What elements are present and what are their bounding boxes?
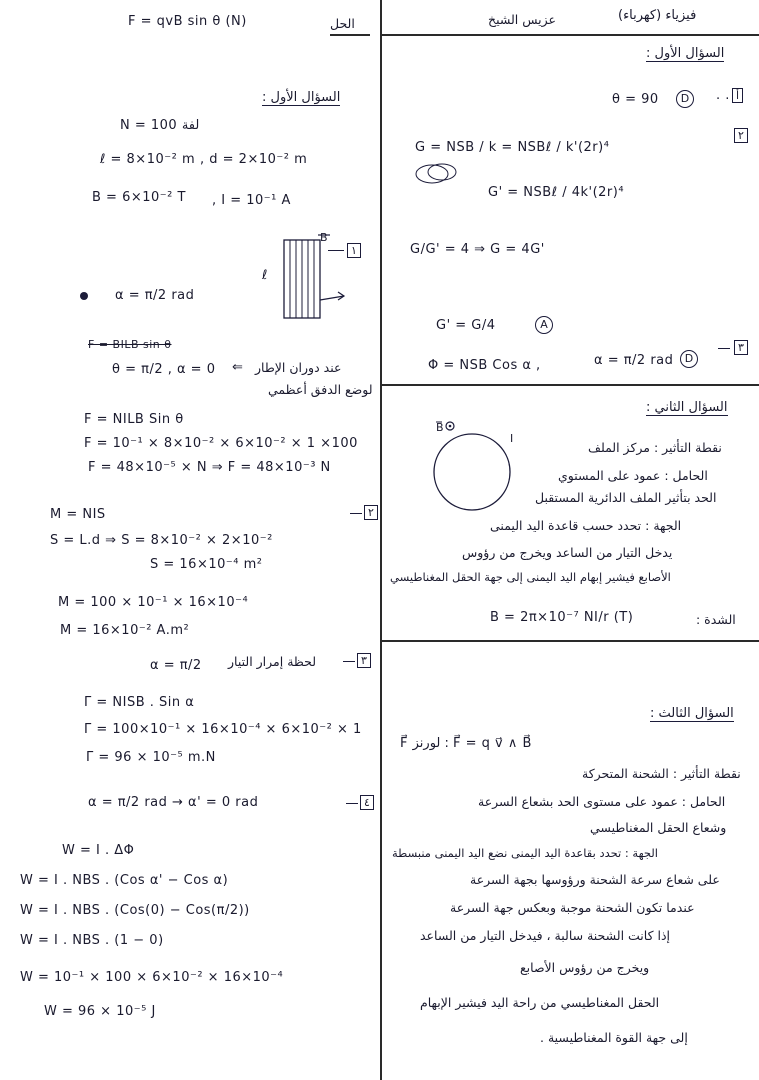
q2-line-2: الحامل : عمود على المستوي [558,468,708,483]
q1-f3: F = 48×10⁻⁵ × N ⇒ F = 48×10⁻³ N [88,460,331,475]
q4-w4: W = I . NBS . (1 − 0) [20,933,164,948]
q4-w3: W = I . NBS . (Cos(0) − Cos(π/2)) [20,903,250,918]
right-section2-title: السؤال الثاني : [646,400,728,415]
a2-number: ٢ [734,128,748,143]
q4-w5: W = 10⁻¹ × 100 × 6×10⁻² × 16×10⁻⁴ [20,970,284,985]
lorentz-formula: F⃗ لورنز : F⃗ = q v⃗ ∧ B⃗ [400,736,532,751]
q1-f2: F = 10⁻¹ × 8×10⁻² × 6×10⁻² × 1 ×100 [84,436,358,451]
q3-line-2: الحامل : عمود على مستوى الحد بشعاع السرعة [478,794,726,809]
a3-number: ٣ [734,340,748,355]
q2-line-3: الحد بتأثير الملف الدائرية المستقبل [535,490,717,505]
q1-f1: F = NILB Sin θ [84,412,184,427]
q3-g2: Γ = 100×10⁻¹ × 16×10⁻⁴ × 6×10⁻² × 1 [84,722,362,737]
coil-diagram [258,230,358,330]
q3-line-4: الجهة : تحدد بقاعدة اليد اليمنى نضع اليد اليمنى منبسطة [392,846,658,860]
q2-m3: M = 16×10⁻² A.m² [60,623,190,638]
q2-line-5: يدخل التيار من الساعد ويخرج من رؤوس [462,545,673,560]
loop-b-label: B [436,421,445,434]
q1-crossed-formula: F = BILB sin θ [88,338,172,351]
q3-line-1: نقطة التأثير : الشحنة المتحركة [582,766,741,781]
given-i: , I = 10⁻¹ A [212,193,291,208]
scribble-mark [412,160,472,190]
header-underline [330,34,370,36]
q4-w6: W = 96 × 10⁻⁵ J [44,1004,156,1019]
q4-number: ٤ [360,795,374,810]
q3-g3: Γ = 96 × 10⁻⁵ m.N [86,750,216,765]
right-section3-title: السؤال الثالث : [650,706,734,721]
section2-rule [381,640,759,642]
q3-line-10: إلى جهة القوة المغناطيسية . [540,1030,688,1045]
alpha-answer: α = π/2 rad [594,353,674,368]
ratio-equation: G/G' = 4 ⇒ G = 4G' [410,242,545,257]
implies-arrow-1: ⇐ [232,360,244,375]
right-section1-title: السؤال الأول : [646,46,725,61]
q3-line-3: وشعاع الحقل المغناطيسي [590,820,727,835]
a1-dots: · · [716,92,730,107]
given-n: N = 100 لفة [120,118,200,133]
a3-dash [718,348,730,349]
q1-number: ١ [347,243,361,258]
wire-label: ℓ [262,268,268,283]
q3-dash [343,661,355,662]
q3-line-9: الحقل المغناطيسي من راحة اليد فيشير الإبهام [420,995,660,1010]
q2-dash [350,513,362,514]
header-formula: F = qvB sin θ (N) [128,14,247,29]
q3-line-8: ويخرج من رؤوس الأصابع [520,960,650,975]
q1-alpha: α = π/2 rad [115,288,195,303]
given-d: , d = 2×10⁻² m [200,152,308,167]
q1-theta-alpha: θ = π/2 , α = 0 [112,362,216,377]
a1-circle-choice: D [676,90,694,108]
header-label: الحل [330,16,355,31]
gp-answer: G' = G/4 [436,318,496,333]
q1-note-2: لوضع الدفق أعظمي [268,382,373,397]
section1-rule [381,384,759,386]
q4-w2: W = I . NBS . (Cos α' − Cos α) [20,873,229,888]
q3-line-5: على شعاع سرعة الشحنة ورؤوسها بجهة السرعة [470,872,720,887]
bullet-dot [80,292,88,300]
phi-equation: Φ = NSB Cos α , [428,358,541,373]
b-field-label: B [320,231,329,244]
q3-alpha: α = π/2 [150,658,202,673]
circle-choice-d: D [680,350,698,368]
q2-law-label: الشدة : [696,612,736,627]
q1-note-1: عند دوران الإطار [255,360,342,375]
teacher-name: عزيس الشيخ [488,12,557,27]
q4-dash [346,803,358,804]
given-l: ℓ = 8×10⁻² m [100,152,196,167]
q3-number: ٣ [357,653,371,668]
loop-i-label: I [510,432,514,445]
given-b: B = 6×10⁻² T [92,190,186,205]
a1-answer: θ = 90 [612,92,659,107]
circle-choice-a: A [535,316,553,334]
q2-law: B = 2π×10⁻⁷ NI/r (T) [490,610,634,625]
header-rule [381,34,759,36]
q4-w1: W = I . ΔΦ [62,843,135,858]
left-section-title: السؤال الأول : [262,90,341,105]
q2-s2: S = 16×10⁻⁴ m² [150,557,263,572]
subject-title: فيزياء (كهرباء) [618,8,697,23]
q2-line-6: الأصابع فيشير إبهام اليد اليمنى إلى جهة الحقل المغناطيسي [390,570,671,584]
q2-m1: M = NIS [50,507,106,522]
a1-letter: أ [732,88,743,103]
g-equation: G = NSB / k = NSBℓ / k'(2r)⁴ [415,140,610,155]
q2-m2: M = 100 × 10⁻¹ × 16×10⁻⁴ [58,595,249,610]
q3-line-6: عندما تكون الشحنة موجبة وبعكس جهة السرعة [450,900,695,915]
q2-line-1: نقطة التأثير : مركز الملف [588,440,722,455]
q4-alpha: α = π/2 rad → α' = 0 rad [88,795,259,810]
gp-equation: G' = NSBℓ / 4k'(2r)⁴ [488,185,625,200]
q2-s1: S = L.d ⇒ S = 8×10⁻² × 2×10⁻² [50,533,273,548]
q3-line-7: إذا كانت الشحنة سالبة ، فيدخل التيار من الساعد [420,928,671,943]
q2-line-4: الجهة : تحدد حسب قاعدة اليد اليمنى [490,518,682,533]
q3-label: لحظة إمرار التيار [228,654,317,669]
q3-g1: Γ = NISB . Sin α [84,695,195,710]
column-divider [380,0,382,1080]
q2-number: ٢ [364,505,378,520]
